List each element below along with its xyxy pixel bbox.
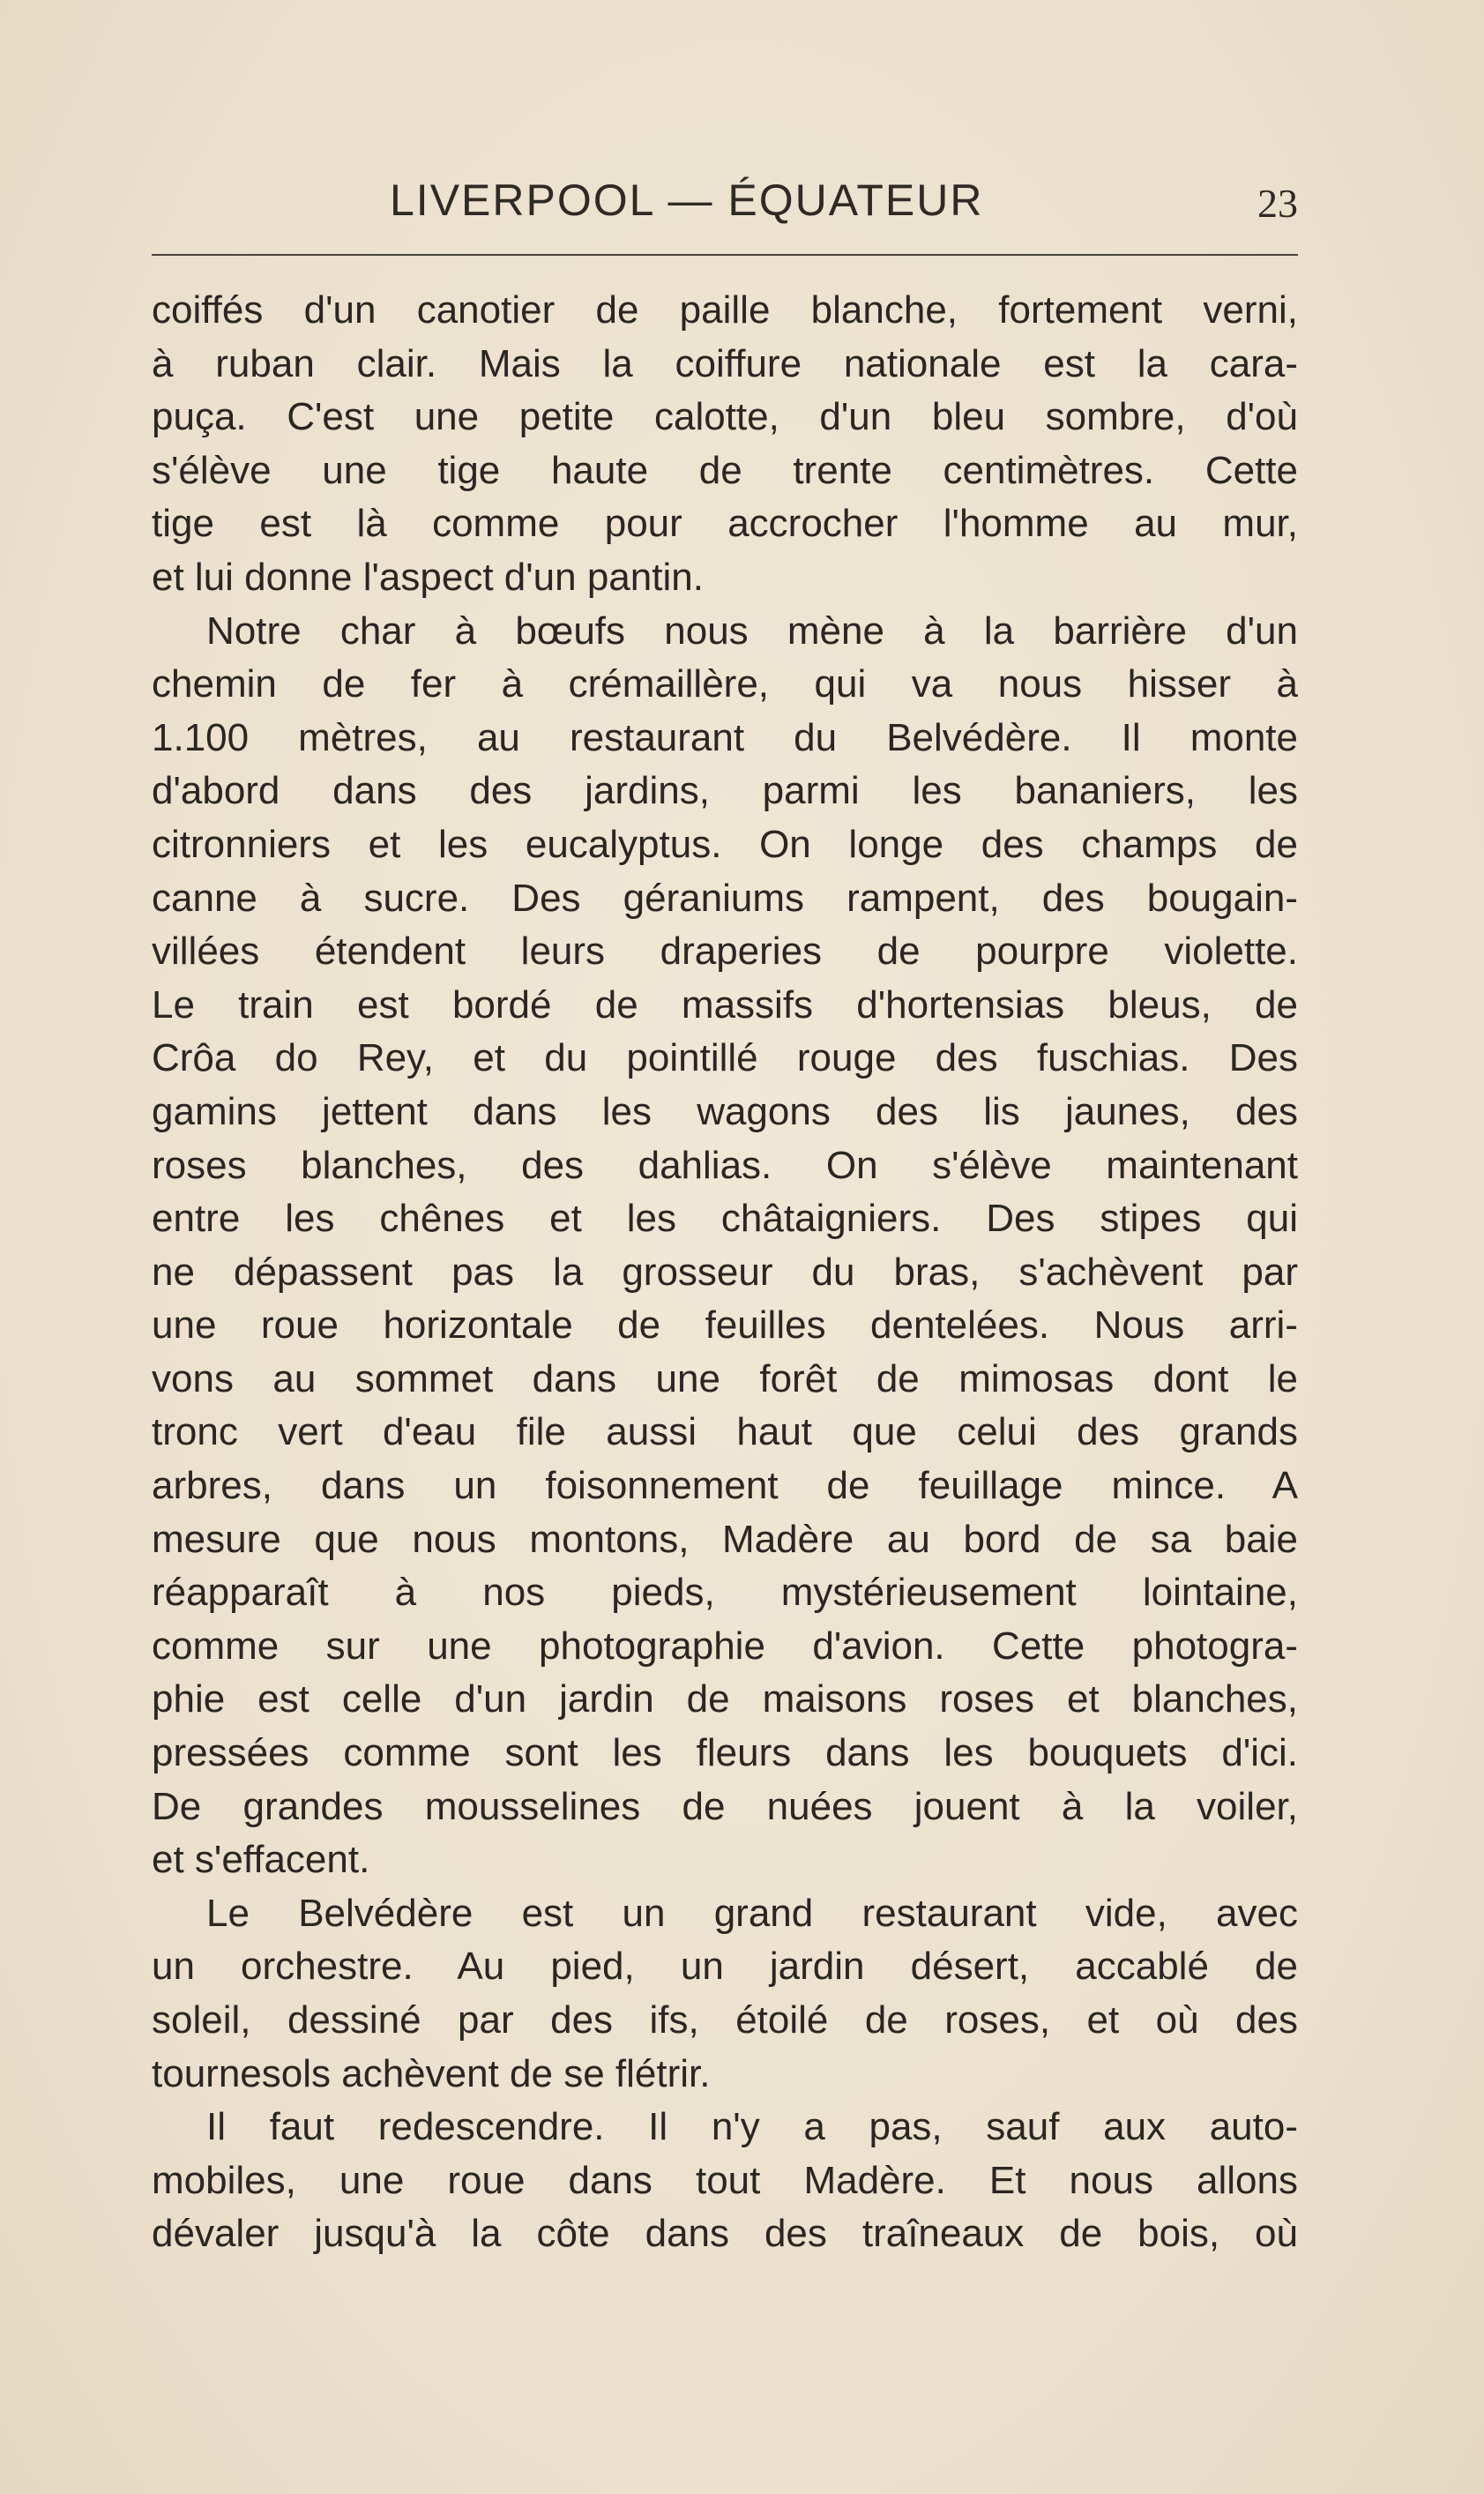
text-line: vons au sommet dans une forêt de mimosas dont le [152,1356,1298,1400]
text-line: Le train est bordé de massifs d'hortensias bleus, de [152,982,1298,1027]
text-line: pressées comme sont les fleurs dans les bouquets d'ici. [152,1731,1298,1775]
text-line: ne dépassent pas la grosseur du bras, s'achèvent par [152,1250,1298,1294]
running-head [152,175,1298,245]
text-line: réapparaît à nos pieds, mystérieusement lointaine, [152,1571,1298,1615]
text-line: à ruban clair. Mais la coiffure nationale est la cara- [152,341,1298,385]
text-line: entre les chênes et les châtaigniers. Des stipes qui [152,1197,1298,1241]
text-line: arbres, dans un foisonnement de feuillage mince. A [152,1464,1298,1508]
text-line: un orchestre. Au pied, un jardin désert, accablé de [152,1945,1298,1989]
text-line: une roue horizontale de feuilles dentelées. Nous arri- [152,1303,1298,1348]
text-line: tournesols achèvent de se flétrir. [152,2051,711,2095]
text-line: tronc vert d'eau file aussi haut que celui des grands [152,1410,1298,1454]
text-line: soleil, dessiné par des ifs, étoilé de roses, et où des [152,1998,1298,2042]
page-number: 23 [1257,181,1298,226]
text-line: Notre char à bœufs nous mène à la barrière d'un [206,609,1298,653]
text-line: et lui donne l'aspect d'un pantin. [152,555,704,599]
body-text [152,284,1298,2261]
text-line: dévaler jusqu'à la côte dans des traîneaux de bois, où [152,2212,1298,2256]
text-line: phie est celle d'un jardin de maisons roses et blanches, [152,1677,1298,1721]
text-line: mesure que nous montons, Madère au bord de sa baie [152,1517,1298,1561]
text-line: coiffés d'un canotier de paille blanche, fortement verni, [152,288,1298,332]
text-line: roses blanches, des dahlias. On s'élève maintenant [152,1143,1298,1187]
text-line: mobiles, une roue dans tout Madère. Et nous allons [152,2158,1298,2202]
text-line: citronniers et les eucalyptus. On longe des champs de [152,822,1298,866]
running-title: LIVERPOOL — ÉQUATEUR [390,175,984,225]
text-line: 1.100 mètres, au restaurant du Belvédère. Il monte [152,715,1298,759]
text-line: canne à sucre. Des géraniums rampent, des bougain- [152,876,1298,920]
text-line: Il faut redescendre. Il n'y a pas, sauf aux auto- [206,2105,1298,2149]
text-line: Le Belvédère est un grand restaurant vide, avec [206,1891,1298,1935]
text-line: puça. C'est une petite calotte, d'un bleu sombre, d'où [152,395,1298,439]
text-line: villées étendent leurs draperies de pourpre violette. [152,930,1298,974]
text-line: s'élève une tige haute de trente centimètres. Cette [152,448,1298,492]
text-line: Crôa do Rey, et du pointillé rouge des fuschias. Des [152,1036,1298,1080]
header-rule [152,254,1298,256]
text-line: d'abord dans des jardins, parmi les bananiers, les [152,769,1298,813]
text-line: et s'effacent. [152,1838,370,1882]
text-line: gamins jettent dans les wagons des lis jaunes, des [152,1089,1298,1133]
text-line: comme sur une photographie d'avion. Cette photogra- [152,1624,1298,1668]
text-line: De grandes mousselines de nuées jouent à la voiler, [152,1784,1298,1828]
text-line: tige est là comme pour accrocher l'homme au mur, [152,502,1298,546]
text-line: chemin de fer à crémaillère, qui va nous hisser à [152,662,1298,706]
